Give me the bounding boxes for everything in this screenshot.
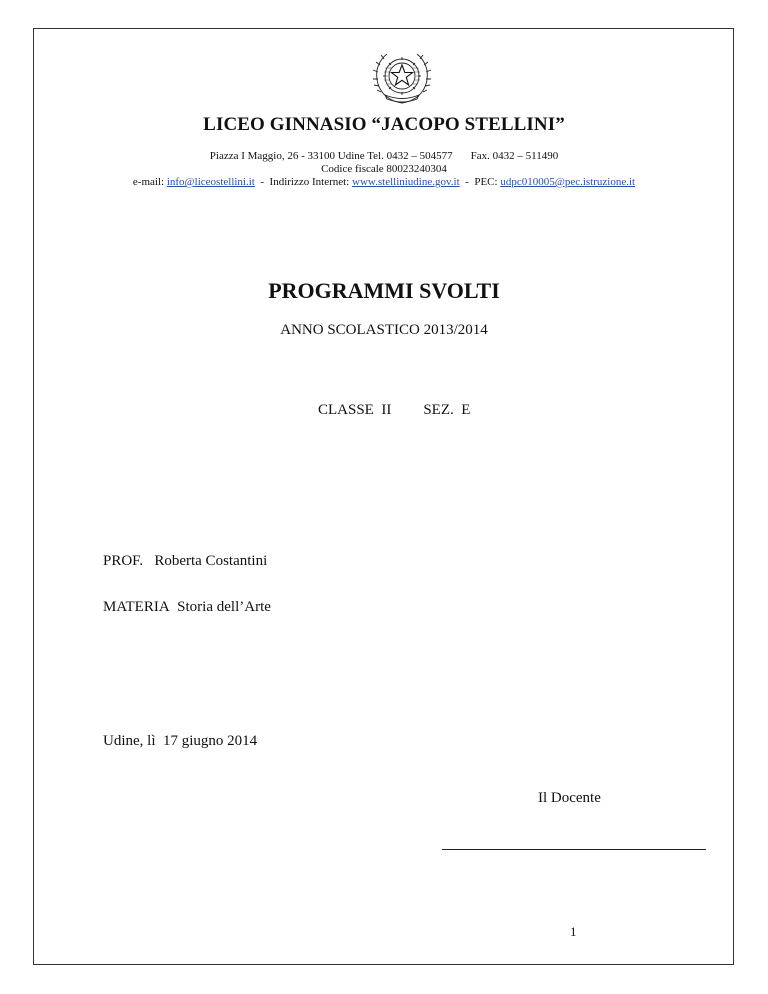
school-year: ANNO SCOLASTICO 2013/2014 [280, 322, 488, 338]
internet-label: Indirizzo Internet: [269, 176, 350, 188]
section-label: SEZ. E [423, 402, 471, 418]
tax-code: Codice fiscale 80023240304 [321, 163, 447, 175]
page-number: 1 [570, 924, 577, 939]
signature-line [442, 849, 706, 850]
pec-label: PEC: [474, 176, 498, 188]
pec-link[interactable]: udpc010005@pec.istruzione.it [500, 176, 636, 188]
email-label: e-mail: [132, 176, 165, 188]
separator: - [465, 176, 469, 188]
teacher-name: Roberta Costantini [154, 553, 268, 569]
place-and-date: Udine, lì 17 giugno 2014 [103, 733, 258, 749]
address-line [0, 150, 768, 163]
email-link[interactable]: info@liceostellini.it [166, 176, 255, 188]
fax-number: Fax. 0432 – 511490 [470, 150, 559, 162]
document-title: PROGRAMMI SVOLTI [268, 278, 500, 303]
signatory-label: Il Docente [538, 790, 601, 806]
subject-line [103, 599, 271, 616]
contacts-line [0, 176, 768, 189]
website-link[interactable]: www.stelliniudine.gov.it [352, 176, 460, 188]
italian-republic-emblem-icon [371, 48, 433, 106]
street-and-phone: Piazza I Maggio, 26 - 33100 Udine Tel. 0432 – 504577 [209, 150, 453, 162]
school-name: LICEO GINNASIO “JACOPO STELLINI” [203, 114, 565, 135]
subject-name: Storia dell’Arte [177, 599, 271, 615]
separator: - [260, 176, 265, 188]
class-label: CLASSE II [318, 402, 392, 418]
prof-label: PROF. [103, 553, 144, 569]
subject-label: MATERIA [103, 599, 170, 615]
teacher-line [103, 553, 267, 570]
class-section [318, 402, 470, 419]
